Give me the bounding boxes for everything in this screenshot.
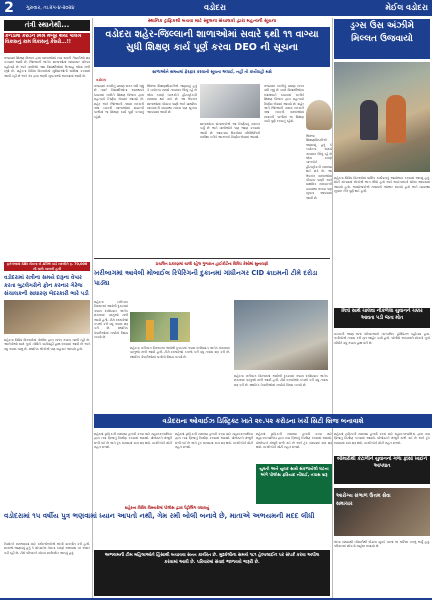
ad-photo-caption: આરોગ્ય સંભાળ ઉત્તમ સેવા સમાચાર — [336, 493, 391, 507]
main-headline: વડોદરા શહેર-જિલ્લાની શાળાઓમાં સવારે ૬થી ૧૧ વાગ્યા સુધી શિક્ષણ કાર્ય પૂર્ણ કરવા DEO ની સૂચના — [105, 29, 319, 53]
main-subheadline: શાળાઓને સમયમાં ફેરફાર કરવાની સૂચના અપાઈ, નહીં તો કાર્યવાહી થશે — [152, 69, 272, 74]
bridge-headline: વડોદરાના ઓવાઈઝ ડિસ્ટ્રિક્ટ ખાતે ૨૯.૫૨ કરોડના ખર્ચે સિટી બ્રિજ બનાવાશે — [162, 417, 364, 425]
mid-headline: ખરીબાગમાં આવેલી મોબાઈલ રિપેરિંગની દુકાનમાં ગાંધીનગર CID ક્રાઇમની ટીમે દરોડા પાડ્યા — [94, 269, 318, 287]
mid-body-col2: શહેરના ખરીબાગ વિસ્તારમાં આવેલી દુકાનમાં તપાસ દરમિયાન અનેક શંકાસ્પદ વસ્તુઓ મળી આવી હતી. ટીમે દસ્તાવેજો કબજે કરી વધુ તપાસ શરૂ કરી છે. સ્થાનિક વેપારીઓમાં ચર્ચાનો વિષય બન્યો છે. — [130, 346, 230, 359]
mid-right-photo — [234, 300, 328, 370]
crime-headline: મિત્રો સાથે ચાલવા નીકળેલા યુવાનને ચક્કર આવતા પડી જતા મોત — [334, 308, 430, 328]
column-divider — [332, 18, 333, 598]
reporter-photo — [306, 100, 332, 130]
main-body-col1: રાજ્યમાં ગરમીનું પ્રમાણ સતત વધી રહ્યું છે ત્યારે વિદ્યાર્થીઓના સ્વાસ્થ્યને ધ્યાનમાં રાખીને શિક્ષણ વિભાગ દ્વારા મહત્વનો નિર્ણય લેવામાં આવ્યો છે. શહેર અને જિલ્લાની તમામ સરકારી તથા ખાનગી શાળાઓમાં સવારની પાળીમાં જ શિક્ષણ કાર્ય પૂર્ણ કરવાનું રહેશે. — [94, 84, 144, 119]
illness-body: લાંબા સમયથી બીમારીથી પીડાતા યુવકે ઘરમાં જ અંતિમ પગલું ભર્યું હતું. પરિવારમાં શોકનો માહોલ છવાયો છે. — [334, 540, 430, 549]
issue-date: ગુરુવાર, તા.૨૫-૪-૨૦૨૪ — [26, 5, 75, 11]
main-body-col4: રાજ્યમાં ગરમીનું પ્રમાણ સતત વધી રહ્યું છે ત્યારે વિદ્યાર્થીઓના સ્વાસ્થ્યને ધ્યાનમાં રાખીને શિક્ષણ વિભાગ દ્વારા મહત્વનો નિર્ણય લેવામાં આવ્યો છે. શહેર અને જિલ્લાની તમામ સરકારી તથા ખાનગી શાળાઓમાં સવારની પાળીમાં જ શિક્ષણ કાર્ય પૂર્ણ કરવાનું રહેશે. — [264, 84, 304, 124]
edition-title: મેઈલ વડોદરા — [385, 3, 428, 12]
main-body-col2: જિલ્લા શિક્ષણાધિકારીએ જણાવ્યું હતું કે બપોરના સમયે તાપમાન ઊંચું રહે છે જેના કારણે બાળકોને હીટસ્ટ્રોકની સમસ્યા થઈ શકે છે. આ ઉપરાંત શાળાઓમાં પીવાના પાણી અને પ્રાથમિક સારવારની વ્યવસ્થા રાખવા પણ સૂચના આપવામાં આવી છે. — [147, 84, 197, 115]
main-story-photo — [200, 84, 260, 118]
section-rule — [94, 258, 330, 259]
left-headline: કેનેડામાં કરુંડન મિશ્ર મંજૂર થયા પાલખ વિકાસનું કામ વિકાસનું કેસરો...!! — [5, 34, 82, 45]
illness-headline: બીમારીથી કંટાળીને યુવાનનો ગળા ફાંસો ખાઈને આપઘાત — [334, 456, 430, 484]
bottom-kicker: શહેરના વિવિધ વિસ્તારોમાં પોલીસ દ્વારા પેટ્રોલિંગ વધારાયું — [124, 505, 210, 510]
mid-kicker: પ્રચલિત પ્રકરણમાં ચાલી રહેલ ગુજરાત હાઈકોર્ટના વિવિધ કેસોમાં સુનાવણી — [155, 261, 269, 266]
bridge-body-col1: શહેરમાં ટ્રાફિકની સમસ્યા હળવી કરવા માટે મહાનગરપાલિકા દ્વારા નવા બ્રિજનું નિર્માણ કરવામાં આવશે. પ્રોજેક્ટને મંજૂરી મળી ગઈ છે અને ટૂંક સમયમાં કામ શરૂ થશે. નાગરિકોને મોટી રાહત મળશે. — [94, 432, 172, 450]
mid-story-photo — [130, 312, 190, 342]
main-body-col5: જિલ્લા શિક્ષણાધિકારીએ જણાવ્યું હતું કે બપોરના સમયે તાપમાન ઊંચું રહે છે જેના કારણે બાળકોને હીટસ્ટ્રોકની સમસ્યા થઈ શકે છે. આ ઉપરાંત શાળાઓમાં પીવાના પાણી અને પ્રાથમિક સારવારની વ્યવસ્થા રાખવા પણ સૂચના આપવામાં આવી છે. — [306, 134, 332, 200]
green-callout: યુવતી અને યુવક સાથે સંકળાયેલી ઘટના અંગે પોલીસ ફરિયાદ નોંધાઈ, તપાસ શરૂ — [259, 466, 329, 477]
left-body-text: રાજ્યમાં શિક્ષણ વિભાગ દ્વારા શાળાઓમાં નવા સત્રની તૈયારીઓ શરૂ કરવામાં આવી છે. જિલ્લાની અનેક શાળાઓમાં સમયસર પરિપત્ર પહોંચ્યો છે અને વાલીઓ તથા વિદ્યાર્થીઓમાં ઉત્સાહ જોવા મળી રહ્યો છે. શહેરના વિવિધ વિસ્તારોમાં સુવિધાઓની સમીક્ષા કરવામાં આવી રહી છે અને તંત્ર દ્વારા જરૂરી સૂચનાઓ આપવામાં આવી છે. — [4, 56, 90, 78]
bottom-headline: વડોદરામાં ૧૫ વર્ષીય પુત્ર ભણવામાં ધ્યાન આપતો નથી, ગેમ રમી બોલી બનાવે છે, માતાએ અભયમની મદદ લીધી — [4, 512, 315, 520]
bridge-body-col4: શહેરમાં ટ્રાફિકની સમસ્યા હળવી કરવા માટે મહાનગરપાલિકા દ્વારા નવા બ્રિજનું નિર્માણ કરવામાં આવશે. પ્રોજેક્ટને મંજૂરી મળી ગઈ છે અને ટૂંક સમયમાં કામ શરૂ થશે. નાગરિકોને મોટી રાહત મળશે. — [334, 432, 430, 445]
left-story2-headline: વડોદરામાં રાત્રીના સમયે દારૂના વેપાર કરતા બુટલેગરોને ફોન કરનાર ગેરેજ સંચાલકની સાધારણ બેદરકારી ભારે પડી — [4, 275, 89, 297]
left-story2-photo — [4, 300, 90, 334]
mid-body-col1: શહેરના ખરીબાગ વિસ્તારમાં આવેલી દુકાનમાં તપાસ દરમિયાન અનેક શંકાસ્પદ વસ્તુઓ મળી આવી હતી. ટીમે દસ્તાવેજો કબજે કરી વધુ તપાસ શરૂ કરી છે. સ્થાનિક વેપારીઓમાં ચર્ચાનો વિષય બન્યો છે. — [94, 300, 128, 340]
crime-body: ઘટનાની જાણ થતાં પરિવારજનો તાત્કાલિક હોસ્પિટલ પહોંચ્યા હતા. તબીબોએ તપાસ કરી મૃત જાહેર કર્યો હતો. પોલીસે અકસ્માતે મોતનો ગુનો નોંધીને વધુ તપાસ હાથ ધરી છે. — [334, 332, 430, 345]
main-byline: વડોદરા — [96, 78, 106, 82]
page-number: 2 — [4, 0, 14, 16]
atm-headline: ફતેગંજમાં SBI બેંકના બે ATM કાર્ડ બદલીને રૂ. 70,000 ની ચાઉં ચાલતી હતી — [6, 262, 88, 271]
person-figure — [386, 95, 406, 143]
right-headline: ડ્રગ્સ ઉંસ અંઝીમે મિલ્લત ઉજવાયો — [350, 21, 414, 44]
right-body-text: શહેરના વિવિધ વિસ્તારોમાં ધાર્મિક કાર્યક્રમનું આયોજન કરવામાં આવ્યું હતું. મોટી સંખ્યામાં લોકોએ ભાગ લીધો હતો અને ભાઈચારાનો સંદેશ આપવામાં આવ્યો હતો. આયોજકોએ તમામનો આભાર માન્યો હતો અને વ્યવસ્થા સુચારુ રીતે પૂર્ણ થઈ હતી. — [334, 176, 430, 194]
mid-body-col3: શહેરના ખરીબાગ વિસ્તારમાં આવેલી દુકાનમાં તપાસ દરમિયાન અનેક શંકાસ્પદ વસ્તુઓ મળી આવી હતી. ટીમે દસ્તાવેજો કબજે કરી વધુ તપાસ શરૂ કરી છે. સ્થાનિક વેપારીઓમાં ચર્ચાનો વિષય બન્યો છે. — [234, 374, 328, 387]
bollard-shape — [146, 320, 154, 340]
main-kicker: સ્થાનિક ટ્રાફિકથી બચવા માટે સ્કૂલના સંચાલકો દ્વારા મહત્વની સૂચના — [147, 19, 277, 24]
right-event-photo — [334, 62, 430, 172]
bridge-body-col3: શહેરમાં ટ્રાફિકની સમસ્યા હળવી કરવા માટે મહાનગરપાલિકા દ્વારા નવા બ્રિજનું નિર્માણ કરવામાં આવશે. પ્રોજેક્ટને મંજૂરી મળી ગઈ છે અને ટૂંક સમયમાં કામ શરૂ થશે. નાગરિકોને મોટી રાહત મળશે. — [256, 432, 332, 450]
bottom-body: કિશોરને સમજાવવા માટે કાઉન્સેલરોએ લાંબી વાતચીત કરી હતી. માતાએ જણાવ્યું હતું કે મોબાઈલ ગેમના કારણે અભ્યાસ પર અસર પડી રહી છે. ટીમે પરિવારને યોગ્ય માર્ગદર્શન આપ્યું હતું. — [4, 542, 90, 555]
main-body-col3: શાળાઓના સંચાલકોએ આ નિર્ણયનું સ્વાગત કર્યું છે અને વાલીઓને પણ જાણ કરવામાં આવી છે. આવનારા દિવસોમાં પરિસ્થિતિની સમીક્ષા કરીને આગળનો નિર્ણય લેવામાં આવશે. — [200, 122, 260, 140]
bollard-shape — [170, 318, 178, 340]
section-title: વડોદરા — [204, 3, 226, 12]
bridge-body-col2: શહેરમાં ટ્રાફિકની સમસ્યા હળવી કરવા માટે મહાનગરપાલિકા દ્વારા નવા બ્રિજનું નિર્માણ કરવામાં આવશે. પ્રોજેક્ટને મંજૂરી મળી ગઈ છે અને ટૂંક સમયમાં કામ શરૂ થશે. નાગરિકોને મોટી રાહત મળશે. — [175, 432, 253, 450]
person-figure — [360, 100, 378, 140]
left-story2-body: શહેરના વિવિધ વિસ્તારોમાં પોલીસ દ્વારા સતત તપાસ ચાલી રહી છે. આરોપીઓ સામે ગુનો નોંધીને કાર્યવાહી હાથ ધરવામાં આવી છે અને વધુ તપાસ ચાલુ છે. સ્થાનિક લોકોએ પણ સહકાર આપ્યો હતો. — [4, 338, 90, 351]
editorial-badge-label: તંત્રી સ્થાનેથી... — [24, 21, 70, 29]
bottom-strip: અભયમની ટીમ મહિલાઓને હિંસાથી બચાવવા સતત કાર્યરત છે. મુશ્કેલીના સમયે ૧૮૧ હેલ્પલાઈન પર સંપર્ક કરવા અપીલ કરવામાં આવી છે. પરિવારમાં સંવાદ જાળવવો જરૂરી છે. — [104, 553, 320, 565]
